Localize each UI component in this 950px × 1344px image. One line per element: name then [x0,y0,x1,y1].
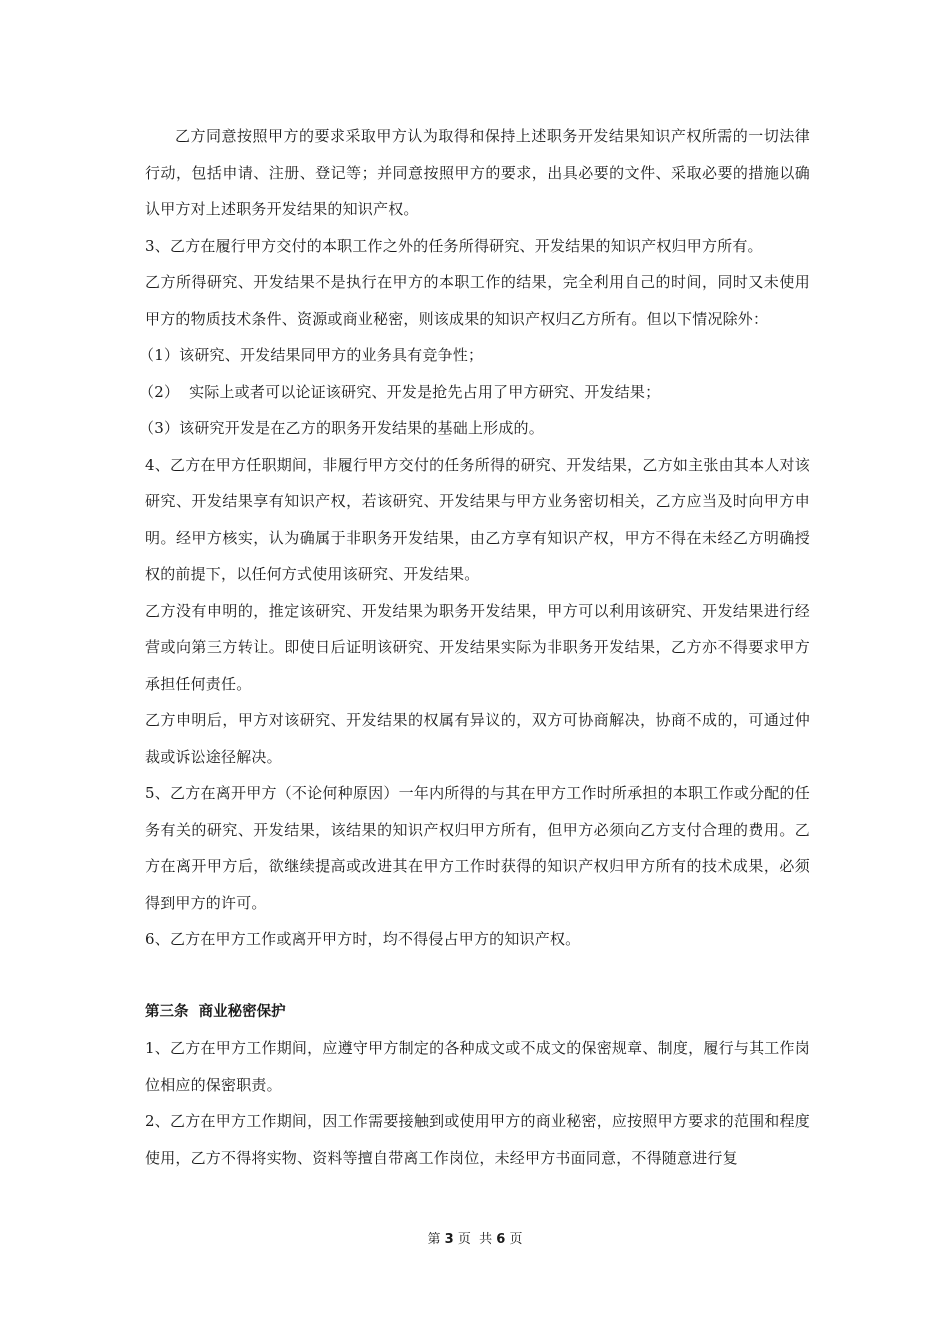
footer-total-pages: 6 [496,1232,506,1247]
paragraph-clause-4-no-declaration: 乙方没有申明的，推定该研究、开发结果为职务开发结果，甲方可以利用该研究、开发结果进行经营或向第三方转让。即使日后证明该研究、开发结果实际为非职务开发结果，乙方亦不得要求甲方承担任何责任。 [145,601,810,693]
paragraph-clause-3-exception: 乙方所得研究、开发结果不是执行在甲方的本职工作的结果，完全利用自己的时间，同时又未使用甲方的物质技术条件、资源或商业秘密，则该成果的知识产权归乙方所有。但以下情况除外： [145,273,810,328]
list-item-exception-3: （3）该研究开发是在乙方的职务开发结果的基础上形成的。 [139,419,544,437]
document-body [139,118,810,1176]
footer-suffix: 页 [509,1232,523,1247]
page-footer [0,1228,950,1247]
paragraph-legal-action: 乙方同意按照甲方的要求采取甲方认为取得和保持上述职务开发结果知识产权所需的一切法律行动，包括申请、注册、登记等；并同意按照甲方的要求，出具必要的文件、采取必要的措施以确认甲方对上述职务开发结果的知识产权。 [145,127,810,218]
footer-middle: 页 共 [457,1232,493,1247]
paragraph-clause-5: 5、乙方在离开甲方（不论何种原因）一年内所得的与其在甲方工作时所承担的本职工作或分配的任务有关的研究、开发结果，该结果的知识产权归甲方所有，但甲方必须向乙方支付合理的费用。乙方在离开甲方后，欲继续提高或改进其在甲方工作时获得的知识产权归甲方所有的技术成果，必须得到甲方的许可。 [145,784,810,912]
section-spacer [145,958,810,994]
footer-prefix: 第 [427,1232,441,1247]
paragraph-secret-clause-2: 2、乙方在甲方工作期间，因工作需要接触到或使用甲方的商业秘密，应按照甲方要求的范围和程度使用，乙方不得将实物、资料等擅自带离工作岗位，未经甲方书面同意，不得随意进行复 [145,1112,810,1167]
section-heading: 第三条 商业秘密保护 [145,1003,286,1020]
paragraph-clause-6: 6、乙方在甲方工作或离开甲方时，均不得侵占甲方的知识产权。 [145,930,581,948]
list-item-exception-2: （2） 实际上或者可以论证该研究、开发是抢先占用了甲方研究、开发结果； [139,382,661,401]
paragraph-clause-4-dispute: 乙方申明后，甲方对该研究、开发结果的权属有异议的，双方可协商解决，协商不成的，可通过仲裁或诉讼途径解决。 [145,711,810,766]
paragraph-secret-clause-1: 1、乙方在甲方工作期间，应遵守甲方制定的各种成文或不成文的保密规章、制度，履行与其工作岗位相应的保密职责。 [145,1039,810,1094]
list-item-exception-1: （1）该研究、开发结果同甲方的业务具有竞争性； [139,346,484,364]
footer-current-page: 3 [444,1232,454,1247]
paragraph-clause-4: 4、乙方在甲方任职期间，非履行甲方交付的任务所得的研究、开发结果，乙方如主张由其本人对该研究、开发结果享有知识产权，若该研究、开发结果与甲方业务密切相关，乙方应当及时向甲方申明。经甲方核实，认为确属于非职务开发结果，由乙方享有知识产权，甲方不得在未经乙方明确授权的前提下，以任何方式使用该研究、开发结果。 [145,455,810,583]
paragraph-clause-3: 3、乙方在履行甲方交付的本职工作之外的任务所得研究、开发结果的知识产权归甲方所有。 [145,236,763,255]
